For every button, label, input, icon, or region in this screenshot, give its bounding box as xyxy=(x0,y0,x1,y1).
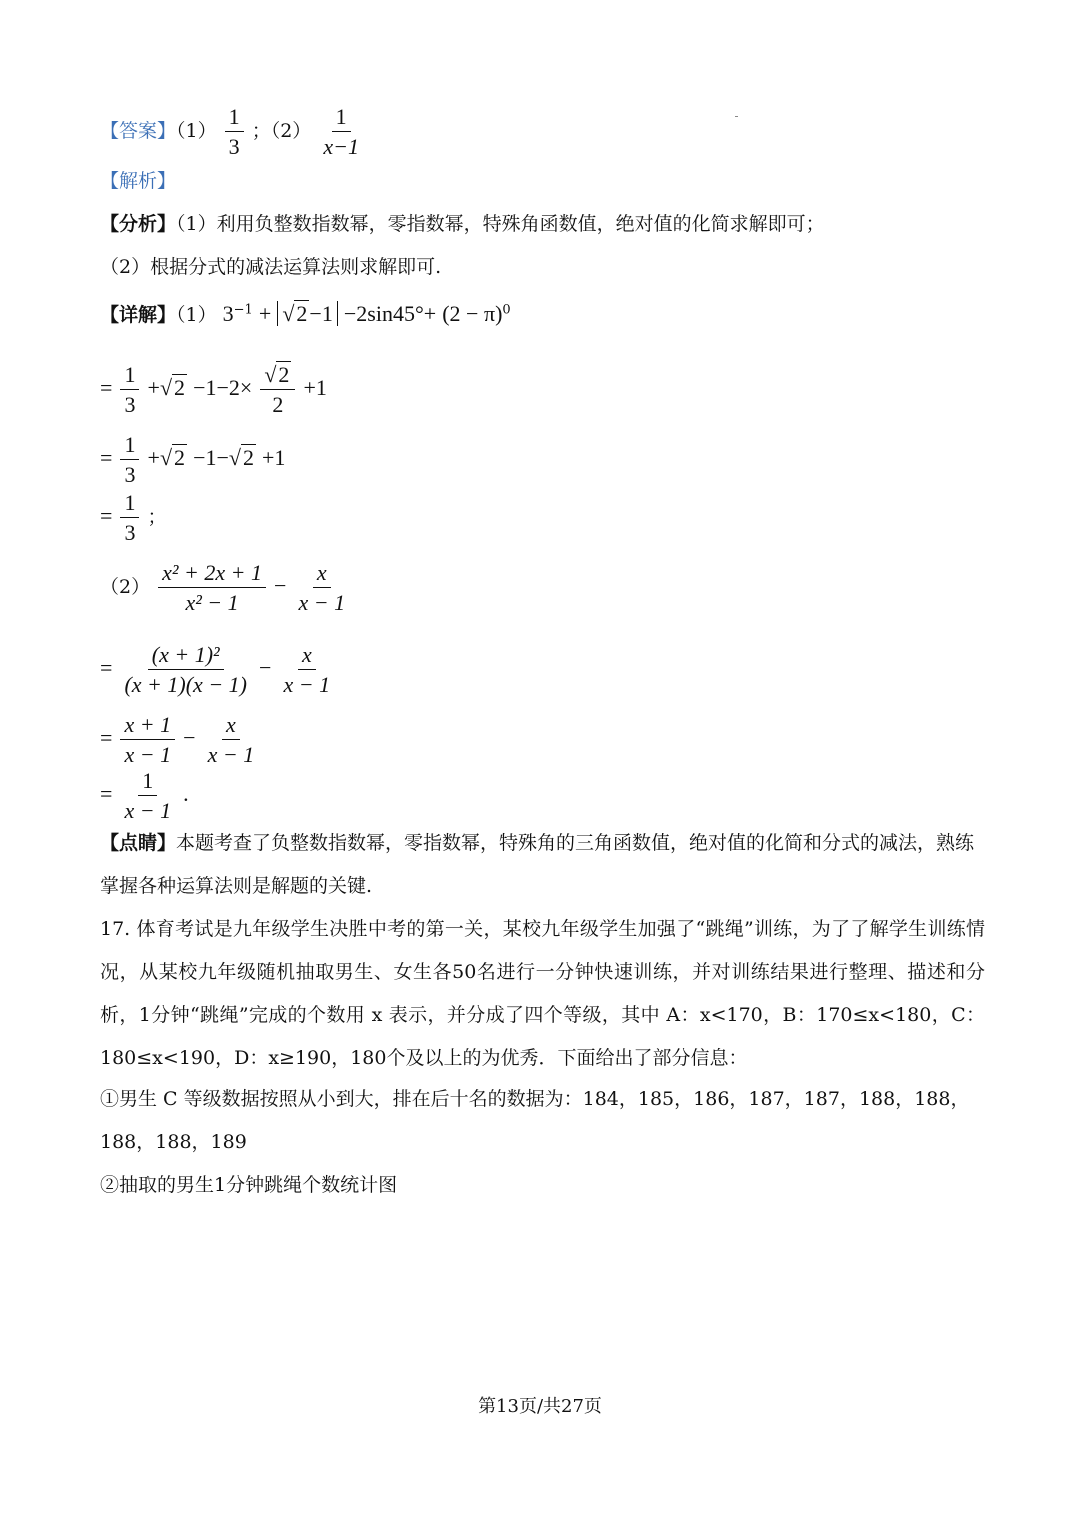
absolute-value: √2−1 xyxy=(277,301,338,326)
answer-tag: 【答案】 xyxy=(100,119,177,142)
fenxi-line-1 xyxy=(100,215,825,234)
page-footer: 第13页/共27页 xyxy=(478,1396,602,1417)
xiangjie-tag: 【详解】 xyxy=(100,304,177,326)
answer-line xyxy=(100,104,365,160)
part2-step-3: = $\frac{1}{x - 1}$ . xyxy=(100,768,189,824)
part2-step-1: = $\frac{\text{(x + 1)²}}{(x + 1)(x - 1)}$ − $\frac{x}{x - 1}$ xyxy=(100,642,331,698)
part2-step-2: = $\frac{x + 1}{x - 1}$ − $\frac{x}{x - 1}$ xyxy=(100,712,255,768)
question-17-item-2: ②抽取的男生1分钟跳绳个数统计图 xyxy=(100,1174,398,1196)
fenxi-tag: 【分析】 xyxy=(100,213,177,235)
step-3: = $\frac{1}{3}$ ； xyxy=(100,490,167,546)
dianjing-tag: 【点睛】 xyxy=(100,832,177,854)
answer-fraction-2: $\frac{1}{x-1}$ xyxy=(323,104,359,160)
answer-separator: ；（2） xyxy=(251,119,312,142)
part2-expression: （2） $\frac{\text{x² + 2x + 1}}{\text{x² − 1}}$ − $\frac{x}{x - 1}$ xyxy=(100,560,346,616)
scan-speck xyxy=(735,116,738,117)
xiangjie-line: 【详解】（1） $3^{-1} + √2-1 -2\sin 45^\circ+ (2 - \pi)^0$ xyxy=(100,301,511,326)
dianjing-paragraph xyxy=(100,822,985,908)
step-1: = $\frac{1}{3}$ +√2 −1−2× $\frac{√2}{2}$ +1 xyxy=(100,362,327,418)
dianjing-text: 本题考查了负整数指数幂，零指数幂，特殊角的三角函数值，绝对值的化简和分式的减法，熟练掌握各种运算法则是解题的关键. xyxy=(100,832,975,897)
answer-part1-label: （1） xyxy=(176,119,217,142)
analysis-tag: 【解析】 xyxy=(100,170,177,192)
question-17-item-1: ①男生 C 等级数据按照从小到大，排在后十名的数据为：184，185，186，187，187，188，188，188，188，189 xyxy=(100,1088,970,1153)
fenxi-text-1: （1）利用负整数指数幂，零指数幂，特殊角函数值，绝对值的化简求解即可； xyxy=(176,213,825,235)
answer-fraction-1: $\frac{1}{3}$ xyxy=(225,104,244,160)
step-2: = $\frac{1}{3}$ +√2 −1−√2 +1 xyxy=(100,432,286,488)
fenxi-line-2: （2）根据分式的减法运算法则求解即可. xyxy=(100,256,442,278)
question-17-text: 17. 体育考试是九年级学生决胜中考的第一关，某校九年级学生加强了“跳绳”训练，为了了解学生训练情况，从某校九年级随机抽取男生、女生各50名进行一分钟快速训练，并对训练结果进行整理、描述和分析，1分钟“跳绳”完成的个数用 x 表示，并分成了四个等级，其中 A：x<170，B：170≤x<180，C：180≤x<190，D：x≥190，180个及以上的为优秀．下面给出了部分信息： xyxy=(100,918,985,1069)
